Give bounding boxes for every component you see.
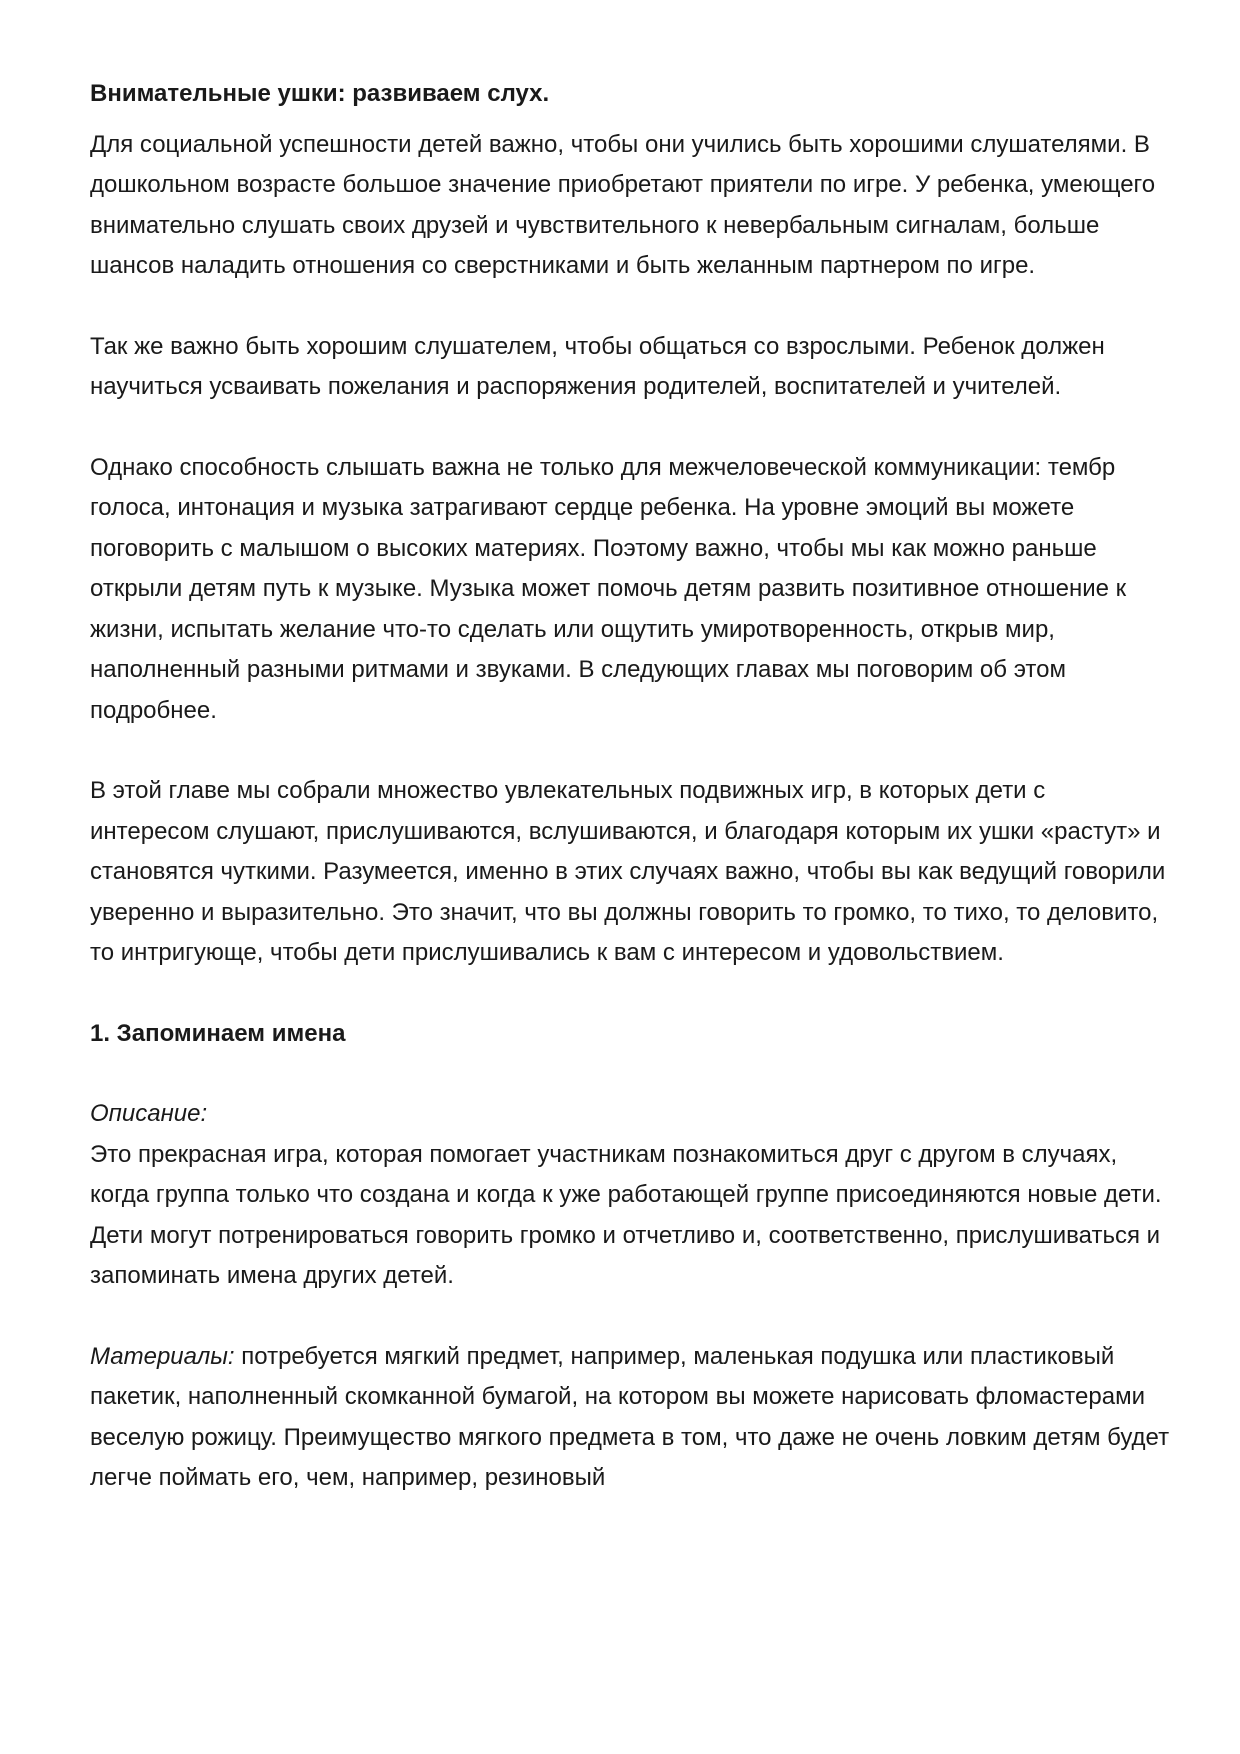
materials-text: потребуется мягкий предмет, например, маленькая подушка или пластиковый пакетик, наполненный скомканной бумагой, на котором вы можете нарисовать фломастерами веселую рожицу. Преимущество мягкого предмета в том, что даже не очень ловким детям будет легче поймать его, чем, например, резиновый (90, 1342, 1170, 1491)
paragraph-adults: Так же важно быть хорошим слушателем, чтобы общаться со взрослыми. Ребенок должен научиться усваивать пожелания и распоряжения родителей, воспитателей и учителей. (90, 332, 1105, 400)
paragraph-music: Однако способность слышать важна не только для межчеловеческой коммуникации: тембр голоса, интонация и музыка затрагивают сердце ребенка. На уровне эмоций вы можете поговорить с малышом о высоких материях. Поэтому важно, чтобы мы как можно раньше открыли детям путь к музыке. Музыка может помочь детям развить позитивное отношение к жизни, испытать желание что-то сделать или ощутить умиротворенность, открыв мир, наполненный разными ритмами и звуками. В следующих главах мы поговорим об этом подробнее. (90, 453, 1127, 724)
document-body (90, 74, 1170, 1499)
materials-label: Материалы: (90, 1342, 235, 1370)
section-heading: 1. Запоминаем имена (90, 1019, 346, 1047)
document-title: Внимательные ушки: развиваем слух. (90, 80, 550, 107)
description-text: Это прекрасная игра, которая помогает участникам познакомиться друг с другом в случаях, когда группа только что создана и когда к уже работающей группе присоединяются новые дети. Дети могут потренироваться говорить громко и отчетливо и, соответственно, прислушиваться и запоминать имена других детей. (90, 1140, 1162, 1289)
paragraph-social-success: Для социальной успешности детей важно, чтобы они учились быть хорошими слушателями. В дошкольном возрасте большое значение приобретают приятели по игре. У ребенка, умеющего внимательно слушать своих друзей и чувствительного к невербальным сигналам, больше шансов наладить отношения со сверстниками и быть желанным партнером по игре. (90, 130, 1156, 279)
paragraph-chapter-games: В этой главе мы собрали множество увлекательных подвижных игр, в которых дети с интересом слушают, прислушиваются, вслушиваются, и благодаря которым их ушки «растут» и становятся чуткими. Разумеется, именно в этих случаях важно, чтобы вы как ведущий говорили уверенно и выразительно. Это значит, что вы должны говорить то громко, то тихо, то деловито, то интригующе, чтобы дети прислушивались к вам с интересом и удовольствием. (90, 777, 1166, 966)
description-label: Описание: (90, 1100, 208, 1127)
materials-paragraph (90, 1337, 1170, 1499)
